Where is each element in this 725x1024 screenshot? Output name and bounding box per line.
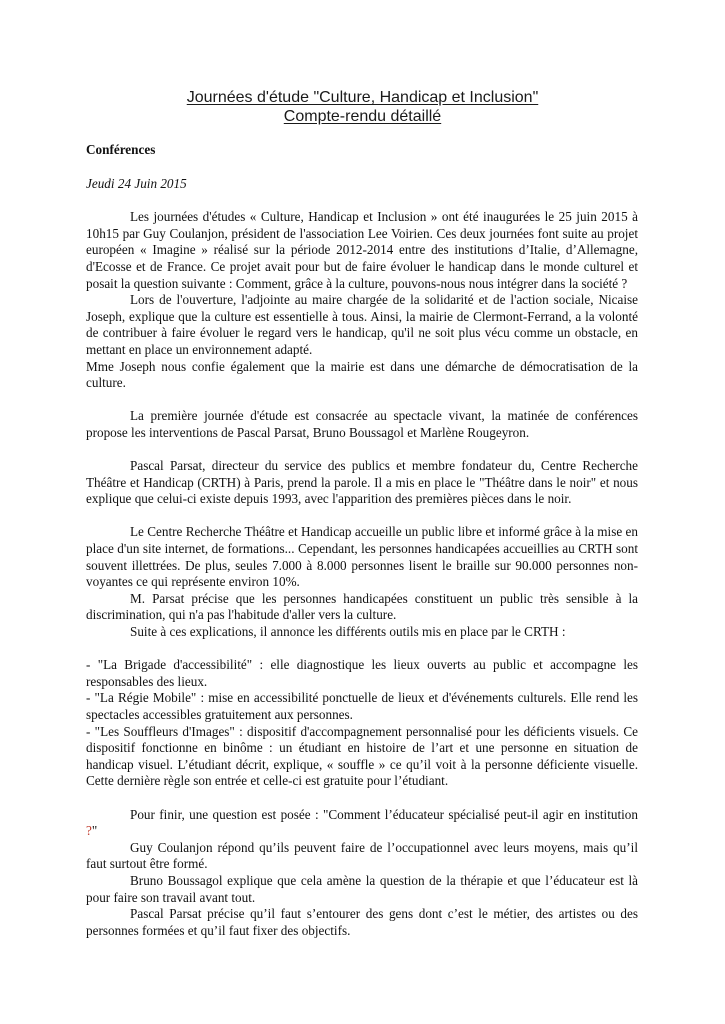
spacer [86,392,638,409]
paragraph-first-day: La première journée d'étude est consacrée au spectacle vivant, la matinée de conférences propose les interventions de Pascal Parsat, Bruno Boussagol et Marlène Rougeyron. [86,408,638,440]
question-text: Pour finir, une question est posée : "Comment l’éducateur spécialisé peut-il agir en institution [130,806,638,822]
title-line-1: Journées d'étude "Culture, Handicap et Inclusion" [186,89,539,106]
paragraph-opening: Lors de l'ouverture, l'adjointe au maire chargée de la solidarité et de l'action sociale, Nicaise Joseph, explique que la culture est essentielle à tous. Ainsi, la mairie de Clermont-Ferrand, a la volonté de contribuer à faire évoluer le regard vers le handicap, qu'il ne soit plus vécu comme un obstacle, en mettant en place un environnement adapté. [86,292,638,357]
paragraph-boussagol: Bruno Boussagol explique que cela amène la question de la thérapie et que l’éducateur est là pour faire son travail avant tout. [86,872,638,905]
date-line: Jeudi 24 Juin 2015 [86,175,187,191]
section-heading: Conférences [86,142,156,157]
paragraph-parsat-conclusion: Pascal Parsat précise qu’il faut s’entourer des gens dont c’est le métier, des artistes ou des personnes formées et qu’il faut fixer des objectifs. [86,906,638,938]
document-title [0,88,725,126]
paragraph-crth: Le Centre Recherche Théâtre et Handicap accueille un public libre et informé grâce à la mise en place d'un site internet, de formations... Cependant, les personnes handicapées accueillies au CRTH sont souvent illettrées. De plus, seules 7.000 à 8.000 personnes lisent le braille sur 90.000 personnes non-voyantes ce qui représente environ 10%. [86,524,638,590]
list-item-brigade: - "La Brigade d'accessibilité" : elle diagnostique les lieux ouverts au public et accompagne les responsables des lieux. [86,657,638,689]
paragraph-joseph: Mme Joseph nous confie également que la mairie est dans une démarche de démocratisation de la culture. [86,358,638,391]
question-close: " [91,823,98,839]
paragraph-intro: Les journées d'études « Culture, Handicap et Inclusion » ont été inaugurées le 25 juin 2015 à 10h15 par Guy Coulanjon, président de l'association Lee Voirien. Ces deux journées font suite au projet européen « Imagine » réalisé sur la période 2012-2014 entre des institutions d’Italie, d’Allemagne, d'Ecosse et de France. Ce projet avait pour but de faire évoluer le handicap dans le monde culturel et posait la question suivante : Comment, grâce à la culture, pouvons-nous nous intégrer dans la société ? [86,209,638,291]
list-item-regie: - "La Régie Mobile" : mise en accessibilité ponctuelle de lieux et d'événements culturels. Elle rend les spectacles accessibles gratuitement aux personnes. [86,690,638,722]
paragraph-tools-intro: Suite à ces explications, il annonce les différents outils mis en place par le CRTH : [130,624,566,640]
title-line-2: Compte-rendu détaillé [283,108,442,125]
paragraph-question [86,807,638,840]
spacer [86,508,638,525]
paragraph-coulanjon: Guy Coulanjon répond qu’ils peuvent faire de l’occupationnel avec leurs moyens, mais qu’il faut surtout être formé. [86,839,638,872]
paragraph-parsat: Pascal Parsat, directeur du service des publics et membre fondateur du, Centre Recherche Théâtre et Handicap (CRTH) à Paris, prend la parole. Il a mis en place le "Théâtre dans le noir" et nous explique que celui-ci existe depuis 1993, avec l'apparition des premières pièces dans le noir. [86,458,638,507]
spacer [86,641,638,658]
spacer [86,790,638,807]
paragraph-discrimination: M. Parsat précise que les personnes handicapées constituent un public très sensible à la discrimination, qui n'a pas l'habitude d'aller vers la culture. [86,590,638,623]
document-body [86,142,638,939]
spacer [86,442,638,459]
question-mark: ? [86,823,92,839]
list-item-souffleurs: - "Les Souffleurs d'Images" : dispositif d'accompagnement personnalisé pour les déficients visuels. Ce dispositif fonctionne en binôme : un étudiant en histoire de l’art et une personne en situation de handicap visuel. L’étudiant décrit, explique, « souffle » ce qu’il voit à la personne déficiente visuelle. Cette dernière règle son entrée et celle-ci est gratuite pour l’étudiant. [86,723,638,789]
